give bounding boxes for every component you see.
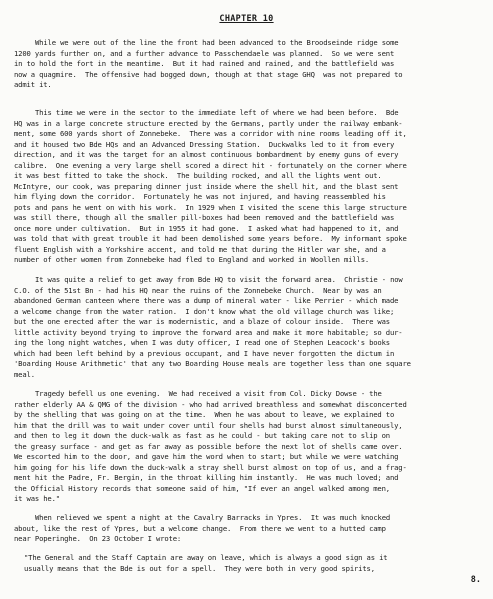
text-line: a welcome change from the water ration. I don't know what the old village church was like; [14,306,395,316]
text-line: was told that with great trouble it had been demolished some years before. My informant spoke [14,234,407,243]
text-line: admit it. [14,80,52,89]
text-line: C.O. of the 51st Bn - had his HQ near the ruins of the Zonnebeke Church. Near by was an [14,285,382,295]
text-line: McIntyre, our cook, was preparing dinner just inside where the shell hit, and the blast sent [14,181,399,191]
text-line: him going for his life down the duck-walk a stray shell burst almost on top of us, and a frag- [14,462,407,472]
text-line: When relieved we spent a night at the Cavalry Barracks in Ypres. It was much knocked [35,513,391,522]
text-line: calibre. One evening a very large shell scored a direct hit - fortunately on the corner where [14,160,407,170]
text-line: once more under cultivation. But in 1955 it had gone. I asked what had happened to it, and [14,223,399,233]
paragraph-6-quote [24,553,482,574]
text-line: 'Boarding House Arithmetic' that any two Boarding House meals are together less than one square [14,359,411,368]
paragraph-1 [14,38,482,91]
text-line: by the shelling that was going on at the time. When he was about to leave, we explained to [14,410,395,419]
text-line: the greasy surface - and get as far away as possible before the next lot of shells came over. [14,441,403,451]
text-line: little activity beyond trying to improve the forward area and make it more habitable; so dur- [14,327,403,337]
text-line: and then to leg it down the duck-walk as fast as he could - but taking care not to slip on [14,431,390,440]
text-line: abandoned German canteen where there was a dump of mineral water - like Perrier - which made [14,296,399,305]
text-line: now a quagmire. The offensive had bogged down, though at that stage GHQ was not prepared to [14,69,403,79]
text-line: in to hold the fort in the meantime. But it had rained and rained, and the battlefield was [14,59,395,68]
text-line: meal. [14,369,35,379]
text-line: usually means that the Bde is out for a spell. They were both in very good spirits, [24,563,375,573]
text-line: about, like the rest of Ypres, but a welcome change. From there we went to a hutted camp [14,523,386,533]
text-line: ment, some 600 yards short of Zonnebeke. There was a corridor with nine rooms leading off it, [14,129,407,138]
text-line: direction, and it was the target for an almost continuous bombardment by enemy guns of every [14,150,399,159]
text-line: ing the long night watches, when I was duty officer, I read one of Stephen Leacock's books [14,338,390,347]
text-line: It was quite a relief to get away from Bde HQ to visit the forward area. Christie - now [35,275,403,284]
chapter-heading: CHAPTER 10 [219,14,274,24]
page-number: 8. [470,575,481,585]
text-line: While we were out of the line the front had been advanced to the Broodseinde ridge some [35,38,399,47]
text-line: fluent English with a Yorkshire accent, and told me that during the Hitler war she, and a [14,244,386,254]
text-line: Tragedy befell us one evening. We had received a visit from Col. Dicky Dowse - the [35,389,382,398]
text-line: was still there, though all the smaller pill-boxes had been removed and the battlefield was [14,213,395,222]
text-line: HQ was in a large concrete structure erected by the Germans, partly under the railway embank- [14,118,403,128]
text-line: number of other women from Zonnebeke had fled to England and worked in Woollen mills. [14,255,370,264]
text-line: him that the drill was to wait under cover until four shells had burst almost simultaneously, [14,420,403,430]
text-line: 1200 yards further on, and a further advance to Passchendaele was planned. So we were sent [14,48,395,58]
text-line: him flying down the corridor. Fortunately he was not injured, and having reassembled his [14,192,386,201]
text-line: This time we were in the sector to the immediate left of where we had been before. Bde [35,108,399,117]
text-line: but the one erected after the war is modernistic, and a blaze of colour inside. There was [14,317,390,326]
paragraph-3 [14,275,482,380]
text-line: ment hit the Padre, Fr. Bergin, in the throat killing him instantly. He was much loved; and [14,473,399,482]
text-line: We escorted him to the door, and gave him the word when to start; but while we were watching [14,452,399,461]
text-line: it was best fitted to take the shock. The building rocked, and all the lights went out. [14,171,382,180]
paragraph-2 [14,108,482,266]
paragraph-4 [14,389,482,505]
text-line: "The General and the Staff Captain are away on leave, which is always a good sign as it [24,553,388,562]
text-line: near Poperinghe. On 23 October I wrote: [14,534,182,543]
text-line: which had been left behind by a previous occupant, and I have never forgotten the dictum in [14,348,395,358]
text-line: the Official History records that someone said of him, "If ever an angel walked among men, [14,483,390,493]
text-line: rather elderly AA & QMG of the division - who had arrived breathless and somewhat disconcerted [14,399,407,409]
text-line: pots and pans he went on with his work. In 1929 when I visited the scene this large structure [14,202,407,212]
text-line: and it housed two Bde HQs and an Advanced Dressing Station. Duckwalks led to it from every [14,139,395,149]
text-line: it was he." [14,494,60,503]
paragraph-5 [14,513,482,545]
